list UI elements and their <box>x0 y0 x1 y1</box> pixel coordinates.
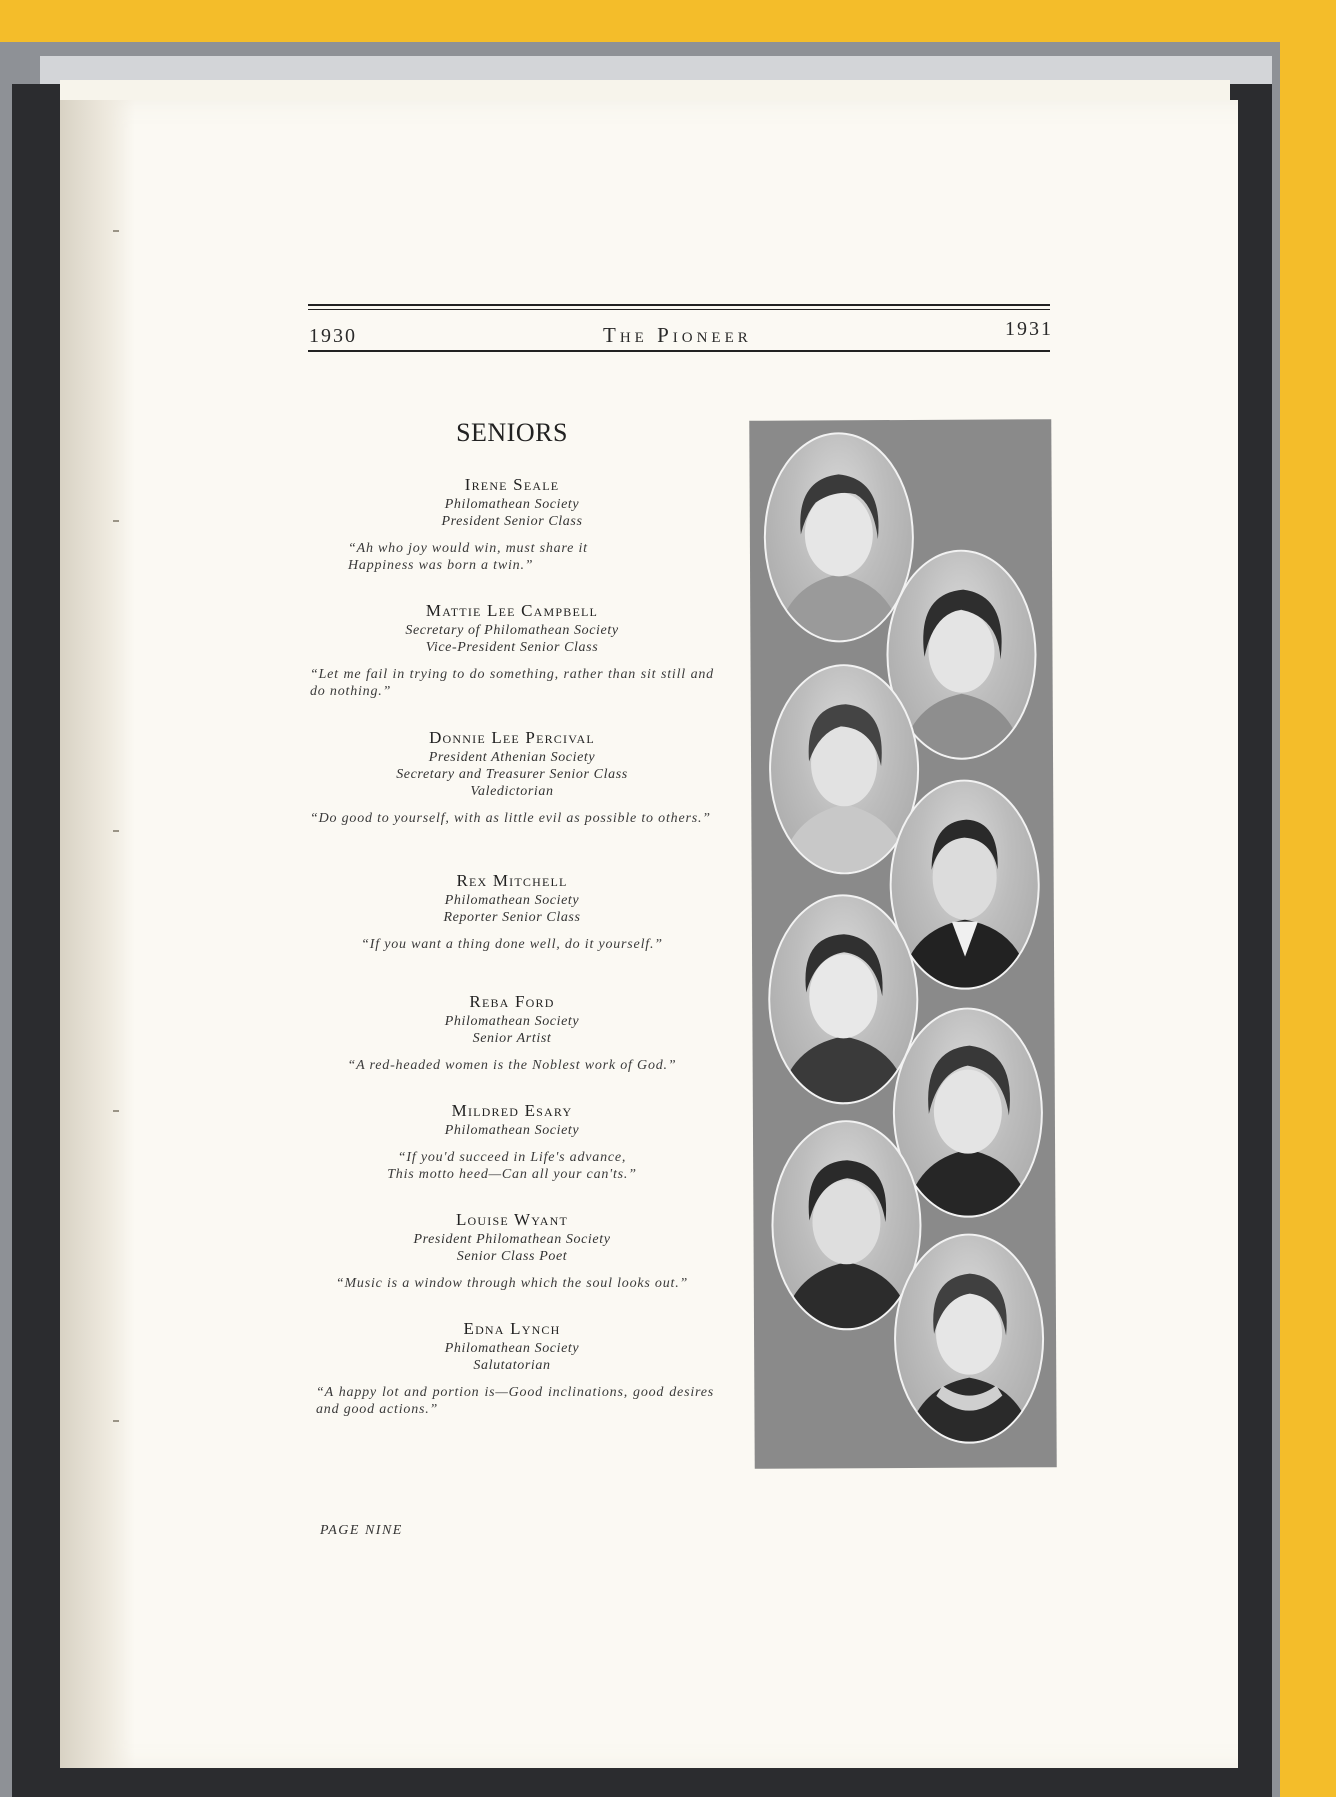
senior-name: Reba Ford <box>469 992 555 1011</box>
header-year-right: 1931 <box>1005 318 1053 340</box>
senior-role: Reporter Senior Class <box>443 910 581 925</box>
senior-quote: “A happy lot and portion is—Good inclinations, good desires and good actions.” <box>316 1385 714 1417</box>
senior-role: Secretary of Philomathean Society <box>405 623 619 638</box>
senior-role: President Philomathean Society <box>413 1232 611 1247</box>
senior-entry <box>308 870 716 953</box>
senior-role: Senior Class Poet <box>456 1249 568 1264</box>
senior-entry <box>308 1100 716 1183</box>
senior-role: President Athenian Society <box>428 750 596 765</box>
senior-quote: “Let me fail in trying to do something, rather than sit still and do nothing.” <box>310 667 714 699</box>
senior-quote: “A red-headed women is the Noblest work of God.” <box>347 1058 677 1073</box>
senior-entry <box>308 474 716 574</box>
binding-mark <box>113 830 119 832</box>
senior-role: Salutatorian <box>473 1358 551 1373</box>
page-number: PAGE NINE <box>320 1523 403 1538</box>
senior-name: Mildred Esary <box>451 1101 573 1120</box>
seniors-list <box>308 418 716 1417</box>
senior-name: Irene Seale <box>464 475 560 494</box>
page-spine-shadow <box>60 100 135 1768</box>
senior-quote: “Music is a window through which the soul looks out.” <box>335 1276 689 1291</box>
senior-entry <box>308 1209 716 1292</box>
binding-mark <box>113 1110 119 1112</box>
binding-mark <box>113 230 119 232</box>
senior-role: President Senior Class <box>441 514 583 529</box>
senior-role: Philomathean Society <box>444 893 580 908</box>
header-rule-top-thin <box>308 309 1050 310</box>
senior-role: Philomathean Society <box>444 1341 580 1356</box>
senior-quote: “Ah who joy would win, must share it Happiness was born a twin.” <box>348 541 588 573</box>
senior-entry <box>308 727 716 827</box>
senior-role: Valedictorian <box>470 784 554 799</box>
senior-role: Philomathean Society <box>444 1123 580 1138</box>
senior-quote: “Do good to yourself, with as little evil as possible to others.” <box>310 811 711 826</box>
senior-entry <box>308 1318 716 1418</box>
section-title: SENIORS <box>456 418 568 447</box>
binding-mark <box>113 520 119 522</box>
header-rule-bottom <box>308 350 1050 352</box>
header-year-left: 1930 <box>309 325 357 347</box>
senior-name: Rex Mitchell <box>456 871 568 890</box>
binding-mark <box>113 1420 119 1422</box>
senior-entry <box>308 991 716 1074</box>
portrait-strip <box>749 419 1056 1469</box>
senior-role: Vice-President Senior Class <box>425 640 599 655</box>
senior-name: Donnie Lee Percival <box>429 728 595 747</box>
senior-role: Senior Artist <box>472 1031 552 1046</box>
senior-entry <box>308 600 716 700</box>
senior-role: Philomathean Society <box>444 1014 580 1029</box>
senior-name: Edna Lynch <box>463 1319 561 1338</box>
header-rule-top <box>308 304 1050 306</box>
header-title: The Pioneer <box>603 323 752 347</box>
senior-role: Secretary and Treasurer Senior Class <box>396 767 628 782</box>
senior-role: Philomathean Society <box>444 497 580 512</box>
senior-quote: “If you'd succeed in Life's advance, This motto heed—Can all your can'ts.” <box>387 1150 637 1182</box>
senior-name: Mattie Lee Campbell <box>425 601 599 620</box>
portrait-photo <box>894 1233 1045 1444</box>
senior-quote: “If you want a thing done well, do it yourself.” <box>361 937 663 952</box>
senior-name: Louise Wyant <box>455 1210 569 1229</box>
